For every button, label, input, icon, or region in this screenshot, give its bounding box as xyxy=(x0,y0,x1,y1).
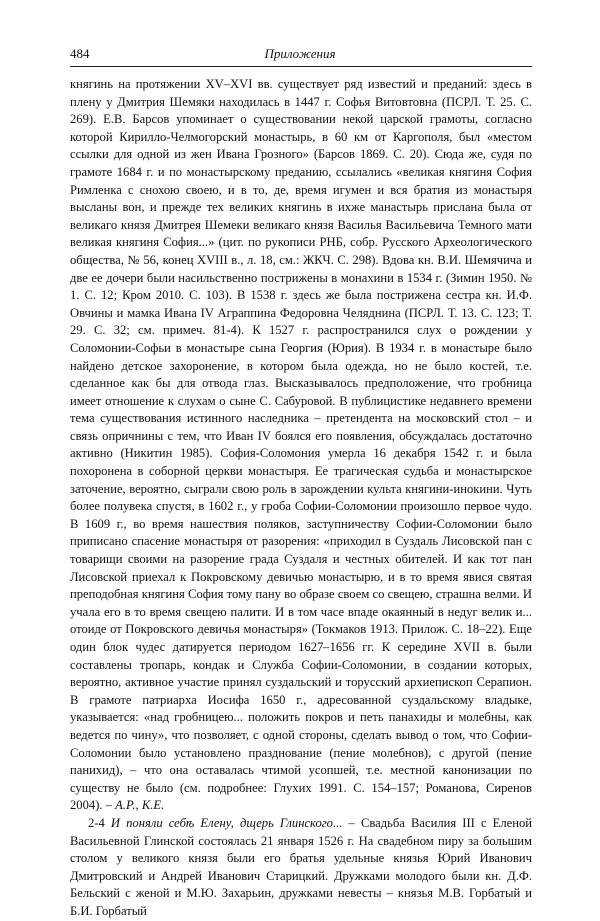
header-rule xyxy=(70,66,532,67)
paragraph xyxy=(70,815,532,921)
running-title: Приложения xyxy=(264,46,336,61)
author-signoff: А.Р., К.Е. xyxy=(115,798,165,813)
page-header xyxy=(70,46,530,64)
page-number: 484 xyxy=(70,46,90,61)
body-text xyxy=(70,76,532,921)
paragraph xyxy=(70,76,532,815)
commentary-lemma: И поняли себѣ Елену, дщерь Глинского... xyxy=(110,815,343,830)
commentary-ref: 2-4 xyxy=(88,815,105,830)
paragraph-text: княгинь на протяжении XV–XVI вв. существует ряд известий и преданий: здесь в плену у Дмитрия Шемяки находилась в 1447 г. Софья Витовтовна (ПСРЛ. Т. 25. С. 269). Е.В. Барсов упоминает о существовании некой царской грамоты, согласно которой Кирилло-Челмогорский монастырь, в 60 км от Каргополя, был «местом ссылки для одной из жен Ивана Грозного» (Барсов 1869. С. 20). Сюда же, судя по грамоте 1684 г. и по монастырскому преданию, ссылались «великая княгиня София Римленка с снохою своею, и в то, де, время игумен и вся братия из монастыря высланы вон, и прежде тех великих княгинь в ихже манастырь прислана была от великаго князя Дмитрея Шемеки великаго князя Василья Васильевича Темного мати великая княгиня София...» (цит. по рукописи РНБ, собр. Русского Археологического общества, № 56, конец XVIII в., л. 18, см.: ЖКЧ. С. 298). Вдова кн. В.И. Шемячича и две ее дочери были насильственно пострижены в монахини в 1534 г. (Зимин 1950. № 1. С. 12; Кром 2010. С. 103). В 1538 г. здесь же была пострижена сестра кн. И.Ф. Овчины и мамка Ивана IV Аграппина Федоровна Челяднина (ПСРЛ. Т. 13. С. 123; Т. 29. С. 32; см. примеч. 81-4). К 1527 г. распространился слух о рождении у Соломонии-Софьи в монастыре сына Георгия (Юрия). В 1934 г. в монастыре было найдено детское захоронение, в котором была одежда, но не было костей, т.е. сделанное как бы для отвода глаз. Высказывалось предположение, что гробница имеет отношение к слухам о сыне С. Сабуровой. В публицистике недавнего времени тема существования истинного наследника – претендента на московский стол – и связь опричнины с тем, что Иван IV боялся его появления, обсуждалась достаточно активно (Никитин 1985). София-Соломония умерла 16 декабря 1542 г. и была похоронена в соборной церкви монастыря. Ее трагическая судьба и монастырское заточение, вероятно, сыграли свою роль в зарождении культа княгини-инокини. Чуть более полувека спустя, в 1602 г., у гроба Софии-Соломонии произошло первое чудо. В 1609 г., во время нашествия поляков, заступничеству Софии-Соломонии было приписано спасение монастыря от разорения: «приходил в Суздаль Лисовской пан с товарищи своими на разорение града Суздаля и честных обителей. И как тот пан Лисовской приехал к Покровскому девичью монастырю, и в то время явися святая преподобная княгиня София тому пану во образе своем со свещею, страшна велми. И учала его в то время свещею палити. И в том часе впаде окаянный в недуг велик и... отоиде от Покровского девичья монастыря» (Токмаков 1913. Прилож. С. 18–22). Еще один блок чудес датируется периодом 1627–1656 гг. К середине XVII в. были составлены тропарь, кондак и Служба Софии-Соломонии, в создании которых, вероятно, активное участие принял суздальский и торусский архиепископ Серапион. В грамоте патриарха Иосифа 1650 г., адресованной суздальскому владыке, указывается: «над гробницею... положить покров и петь панахиды и молебны, как ведется по чину», что позволяет, с одной стороны, сделать вывод о том, что Софии-Соломонии было установлено празднование (пение молебнов), с другой (пение панихид), – что она оставалась чтимой усопшей, т.е. местной канонизации по существу не было (см. подробнее: Глухих 1991. С. 154–157; Романова, Сиренов 2004). – xyxy=(70,77,532,813)
paragraph-text: – Свадьба Василия III с Еленой Васильевной Глинской состоялась 21 января 1526 г. На свадебном пиру за большим столом у великого князя были его братья удельные князья Юрий Иванович Дмитровский и Андрей Иванович Старицкий. Дружками молодого были кн. Д.Ф. Бельский с женой и М.Ю. Захарьин, дружками невесты – князья М.В. Горбатый и Б.И. Горбатый xyxy=(70,815,533,918)
